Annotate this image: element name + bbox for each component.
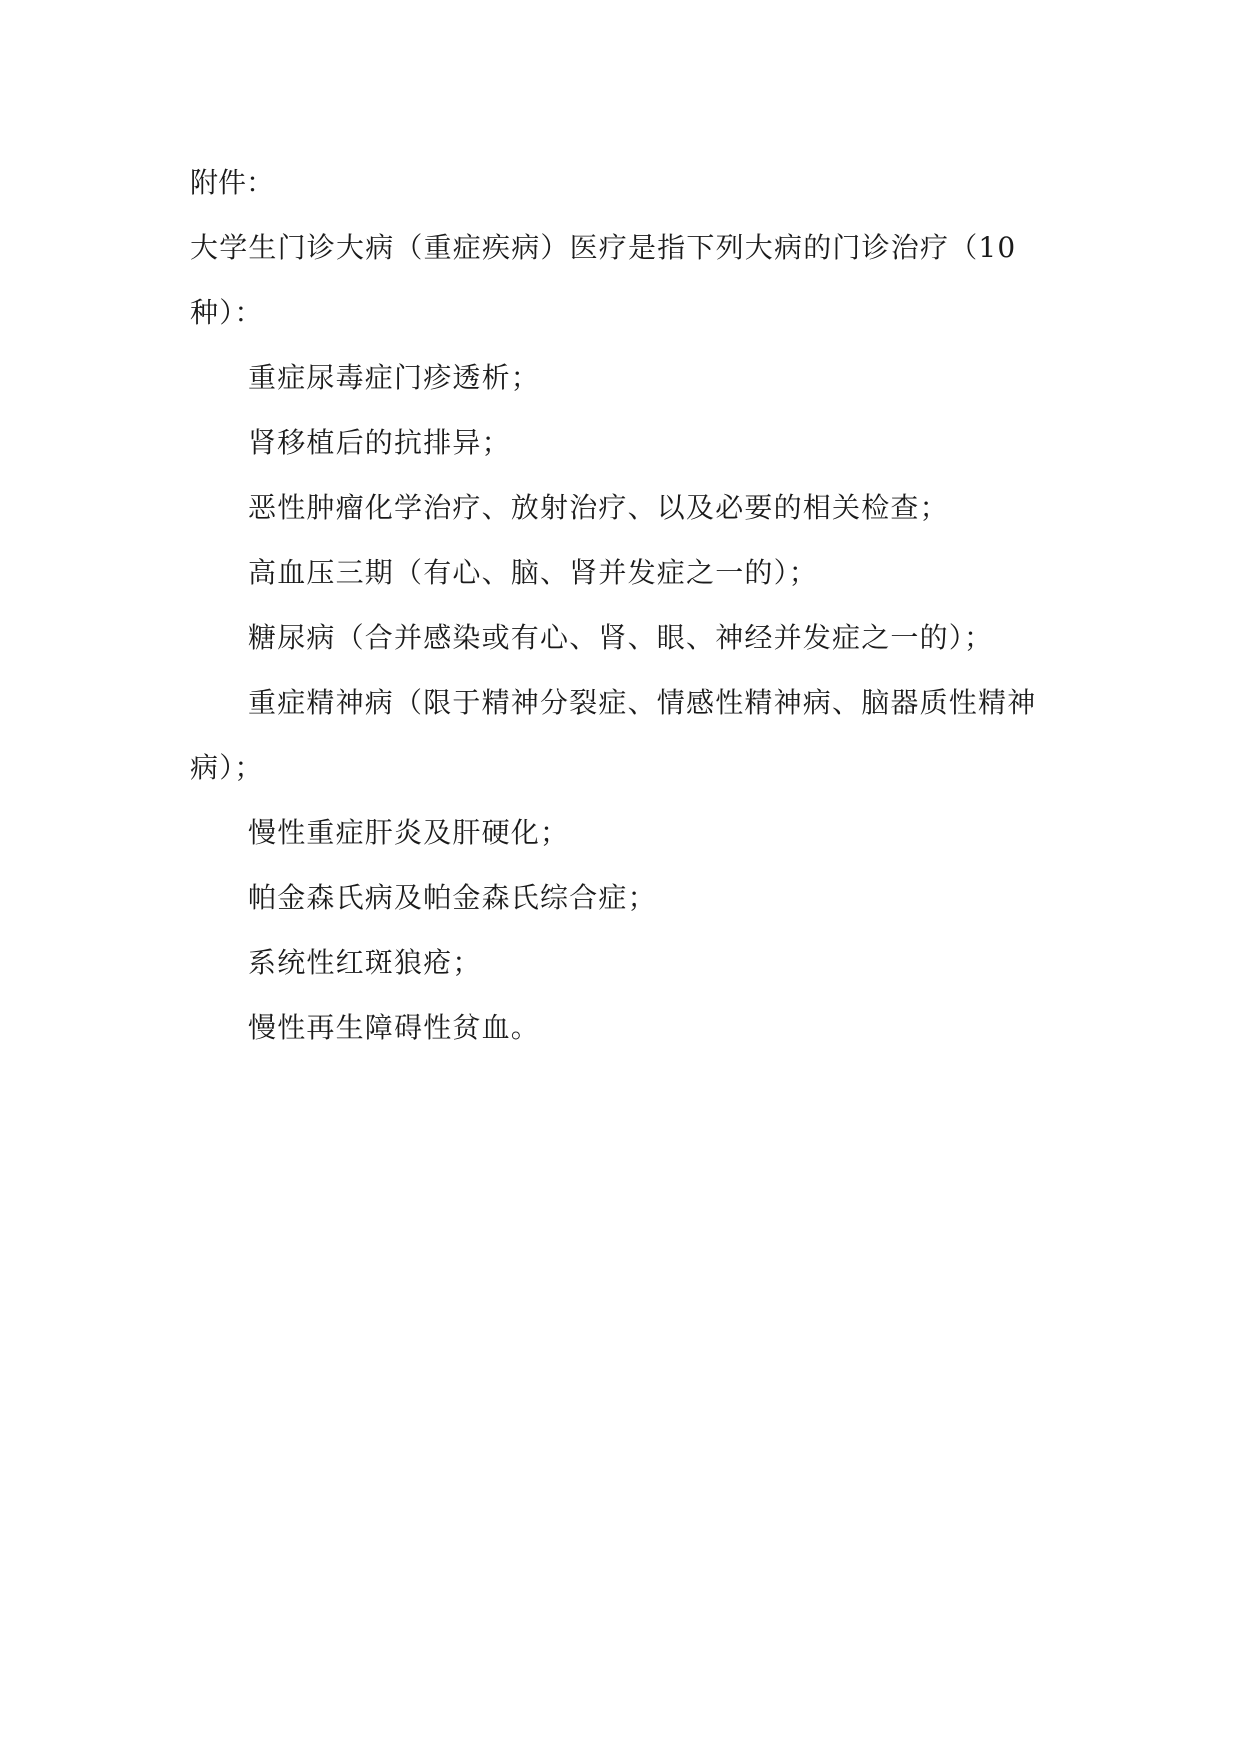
list-item: 肾移植后的抗排异； [248,426,511,459]
disease-list [190,345,1070,1060]
intro-paragraph: 大学生门诊大病（重症疾病）医疗是指下列大病的门诊治疗（10种）： [190,231,1017,329]
list-item: 慢性再生障碍性贫血。 [248,1011,541,1044]
list-item: 高血压三期（有心、脑、肾并发症之一的）； [248,556,819,589]
attachment-heading: 附件： [190,166,275,199]
list-item: 重症精神病（限于精神分裂症、情感性精神病、脑器质性精神病）； [190,686,1037,784]
list-item: 帕金森氏病及帕金森氏综合症； [248,881,657,914]
list-item: 系统性红斑狼疮； [248,946,482,979]
list-item: 糖尿病（合并感染或有心、肾、眼、神经并发症之一的）； [248,621,994,654]
list-item: 慢性重症肝炎及肝硬化； [248,816,570,849]
list-item: 恶性肿瘤化学治疗、放射治疗、以及必要的相关检查； [248,491,949,524]
document-body [190,150,1070,1060]
list-item: 重症尿毒症门疹透析； [248,361,541,394]
